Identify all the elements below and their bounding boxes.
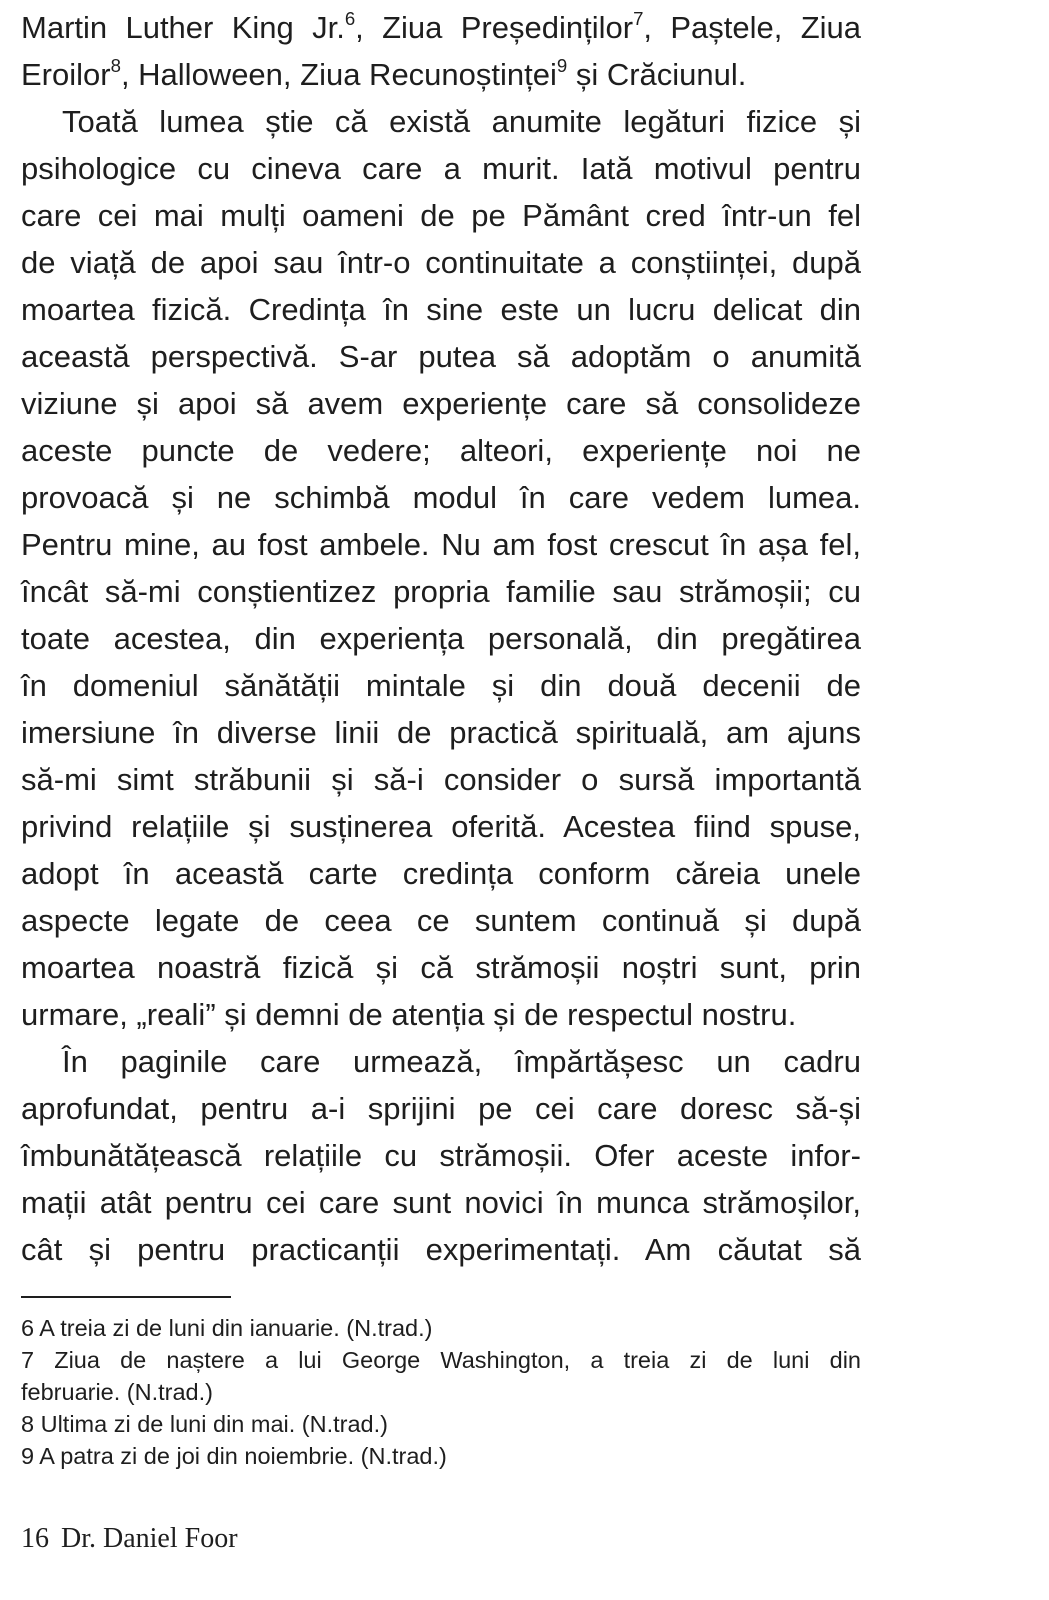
footnote-ref-8[interactable]: 8 — [110, 54, 121, 76]
text-line: această perspectivă. S-ar putea să adoptăm o anumită — [21, 339, 861, 374]
footnote-8: 8 Ultima zi de luni din mai. (N.trad.) — [21, 1411, 388, 1437]
running-head: Dr. Daniel Foor — [61, 1523, 238, 1554]
text-line: încât să-mi conștientizez propria familie sau strămoșii; cu — [21, 574, 861, 609]
text-line: În paginile care urmează, împărtășesc un cadru — [62, 1044, 861, 1079]
text-line: îmbunătățească relațiile cu strămoșii. Ofer aceste infor- — [21, 1138, 861, 1173]
text-span: Eroilor — [21, 57, 111, 92]
text-line: de viață de apoi sau într-o continuitate a conștiinței, după — [21, 245, 861, 280]
text-line: psihologice cu cineva care a murit. Iată motivul pentru — [21, 151, 861, 186]
text-span: și Crăciunul. — [567, 57, 747, 92]
text-line: care cei mai mulți oameni de pe Pământ cred într-un fel — [21, 198, 861, 233]
text-line: provoacă și ne schimbă modul în care vedem lumea. — [21, 480, 861, 515]
text-line: mații atât pentru cei care sunt novici în munca strămoșilor, — [21, 1185, 861, 1220]
footnote-7-continued: februarie. (N.trad.) — [21, 1379, 213, 1405]
page-footer — [21, 1521, 238, 1557]
text-line: urmare, „reali” și demni de atenția și de respectul nostru. — [21, 997, 797, 1032]
text-span: , Ziua Președinților — [355, 10, 634, 45]
footnote-7: 7 Ziua de naștere a lui George Washington, a treia zi de luni din — [21, 1347, 861, 1373]
footnote-ref-6[interactable]: 6 — [344, 7, 356, 29]
footnote-ref-9[interactable]: 9 — [556, 54, 568, 76]
text-line: toate acestea, din experiența personală, din pregătirea — [21, 621, 861, 656]
footnote-6: 6 A treia zi de luni din ianuarie. (N.trad.) — [21, 1315, 433, 1341]
text-line: moartea noastră fizică și că strămoșii noștri sunt, prin — [21, 950, 861, 985]
text-span: , Halloween, Ziua Recunoștinței — [120, 57, 557, 92]
text-line: Pentru mine, au fost ambele. Nu am fost crescut în așa fel, — [21, 527, 861, 562]
text-line: Toată lumea știe că există anumite legături fizice și — [62, 104, 861, 139]
text-line: în domeniul sănătății mintale și din două decenii de — [21, 668, 861, 703]
text-line — [21, 51, 861, 98]
page-number: 16 — [21, 1523, 49, 1554]
footnote-ref-7[interactable]: 7 — [633, 7, 644, 29]
text-line: aspecte legate de ceea ce suntem continuă și după — [21, 903, 861, 938]
text-span: Martin Luther King Jr. — [21, 10, 345, 45]
footnote-divider — [21, 1296, 231, 1298]
text-line: cât și pentru practicanții experimentați. Am căutat să — [21, 1232, 861, 1267]
text-line: privind relațiile și susținerea oferită. Acestea fiind spuse, — [21, 809, 861, 844]
text-line: adopt în această carte credința conform căreia unele — [21, 856, 861, 891]
text-line: aceste puncte de vedere; alteori, experiențe noi ne — [21, 433, 861, 468]
footnote-9: 9 A patra zi de joi din noiembrie. (N.trad.) — [21, 1443, 447, 1469]
text-line: aprofundat, pentru a-i sprijini pe cei care doresc să-și — [21, 1091, 861, 1126]
text-line: să-mi simt străbunii și să-i consider o sursă importantă — [21, 762, 861, 797]
text-line — [21, 4, 861, 51]
body-text — [21, 4, 861, 1273]
text-line: viziune și apoi să avem experiențe care să consolideze — [21, 386, 861, 421]
text-span: , Paștele, Ziua — [643, 10, 862, 45]
text-line: imersiune în diverse linii de practică spirituală, am ajuns — [21, 715, 861, 750]
footnotes — [21, 1312, 861, 1472]
text-line: moartea fizică. Credința în sine este un lucru delicat din — [21, 292, 861, 327]
